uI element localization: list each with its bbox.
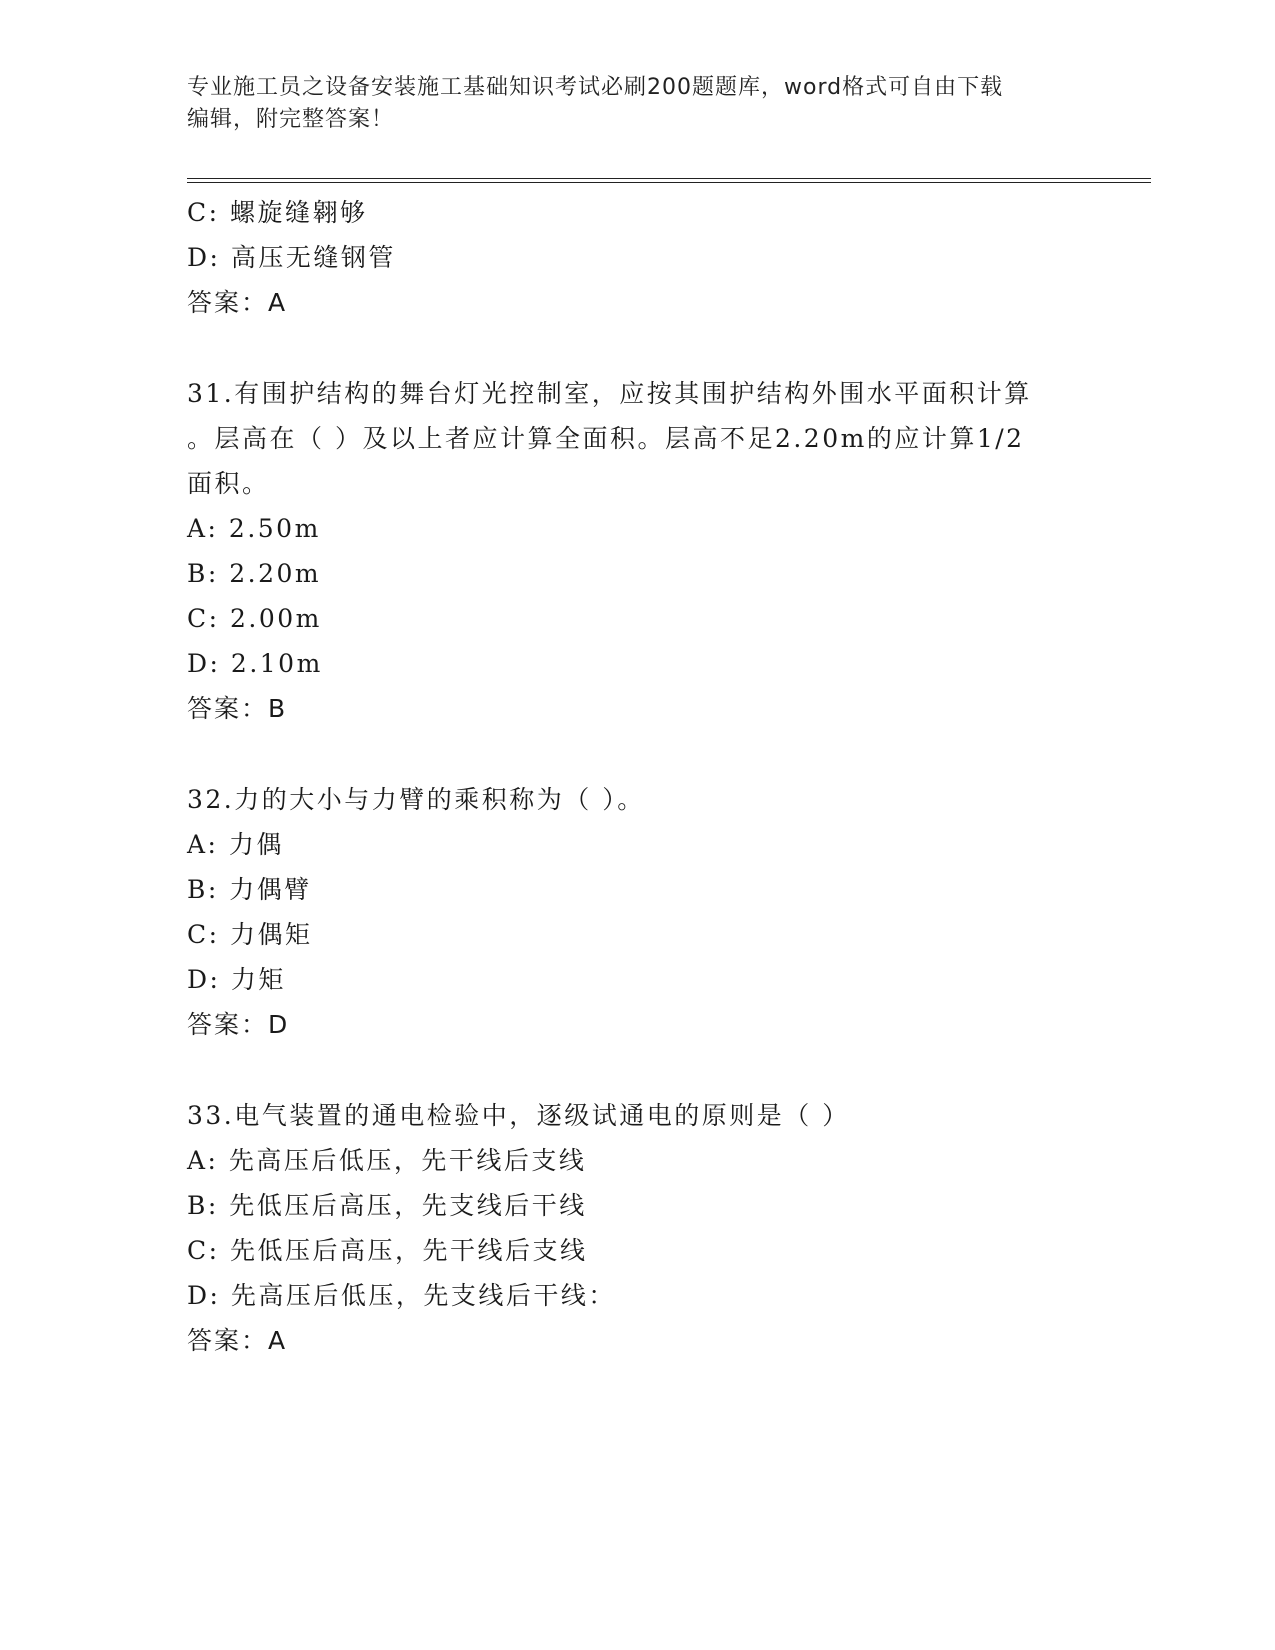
document-body (187, 190, 1087, 1363)
option-d: D: 力矩 (187, 965, 286, 994)
answer-line: 答案：B (187, 694, 288, 723)
option-b: B: 先低压后高压，先支线后干线 (187, 1191, 587, 1220)
question-stem-line: 32.力的大小与力臂的乘积称为（ ）。 (187, 785, 645, 814)
question-32 (187, 777, 1087, 1047)
question-33 (187, 1093, 1087, 1363)
header-divider-top (187, 178, 1151, 179)
question-spacer (187, 731, 1087, 777)
question-stem (187, 777, 1067, 822)
question-stem-line: 31.有围护结构的舞台灯光控制室，应按其围护结构外围水平面积计算 (187, 379, 1032, 408)
option-a: A: 先高压后低压，先干线后支线 (187, 1146, 587, 1175)
question-fragment (187, 190, 1087, 325)
option-b: B: 2.20m (187, 559, 322, 588)
option-c: C: 2.00m (187, 604, 322, 633)
option-d: D: 2.10m (187, 649, 323, 678)
option-c: C: 力偶矩 (187, 920, 313, 949)
question-stem-line: 33.电气装置的通电检验中，逐级试通电的原则是（ ） (187, 1101, 850, 1130)
header-title-line-1: 专业施工员之设备安装施工基础知识考试必刷200题题库，word格式可自由下载 (187, 75, 1004, 100)
option-a: A: 2.50m (187, 514, 321, 543)
question-spacer (187, 325, 1087, 371)
option-d: D: 先高压后低压，先支线后干线： (187, 1281, 616, 1310)
option-a: A: 力偶 (187, 830, 284, 859)
answer-line: 答案：D (187, 1010, 290, 1039)
question-stem-line: 面积。 (187, 469, 270, 498)
question-spacer (187, 1047, 1087, 1093)
question-stem (187, 371, 1067, 506)
header-title-line-2: 编辑，附完整答案！ (187, 107, 395, 132)
question-stem-line: 。层高在（ ）及以上者应计算全面积。层高不足2.20m的应计算1/2 (187, 424, 1025, 453)
question-stem (187, 1093, 1067, 1138)
option-d: D: 高压无缝钢管 (187, 243, 396, 272)
question-31 (187, 371, 1087, 731)
page-header (187, 72, 1067, 136)
option-b: B: 力偶臂 (187, 875, 312, 904)
answer-line: 答案：A (187, 1326, 288, 1355)
header-divider-bottom (187, 182, 1151, 183)
option-c: C: 先低压后高压，先干线后支线 (187, 1236, 588, 1265)
option-c: C: 螺旋缝翱够 (187, 198, 368, 227)
answer-line: 答案：A (187, 288, 288, 317)
